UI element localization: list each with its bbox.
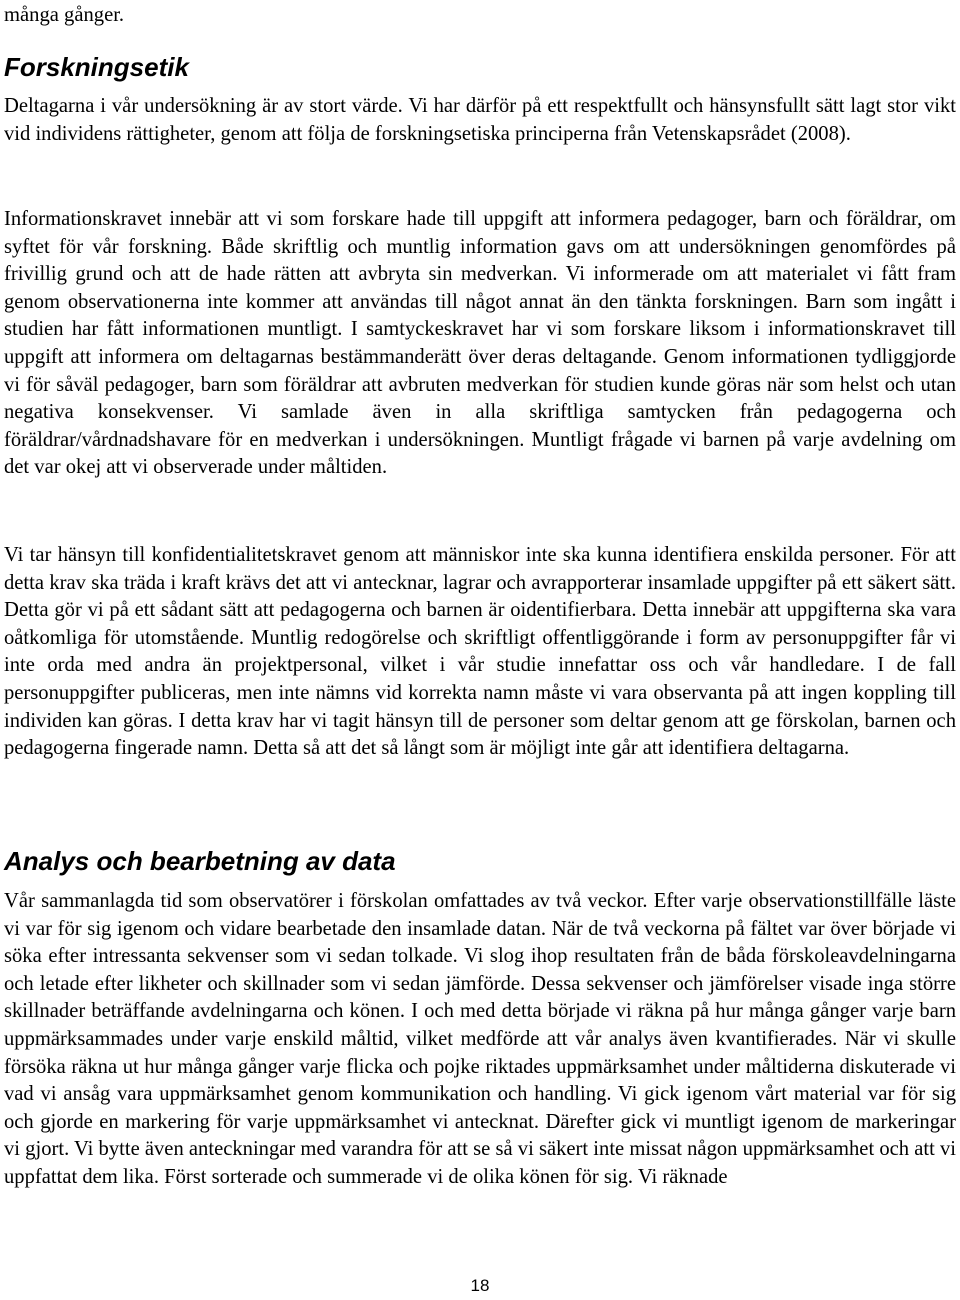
- paragraph-konfidentialitetskravet: Vi tar hänsyn till konfidentialitetskravet genom att människor inte ska kunna identifiera enskilda personer. För att detta krav ska träda i kraft krävs det att vi antecknar, lagrar och avrapporterar insamlade uppgifter på ett säkert sätt. Detta gör vi på ett sådant sätt att pedagogerna och barnen är oidentifierbara. Detta innebär att uppgifterna ska vara oåtkomliga för utomstående. Muntlig redogörelse och skriftligt offentliggörande i form av personuppgifter får vi inte orda med andra än projektpersonal, vilket i vår studie innefattar oss och vår handledare. I de fall personuppgifter publiceras, men inte nämns vid korrekta namn måste vi vara observanta på att ingen koppling till individen kan göras. I detta krav har vi tagit hänsyn till de personer som deltar genom att ge förskolan, barnen och pedagogerna fingerade namn. Detta så att det så långt som är möjligt inte går att identifiera deltagarna.: [4, 544, 956, 760]
- section-heading-analys: Analys och bearbetning av data: [4, 846, 396, 876]
- section-heading-forskningsetik: Forskningsetik: [4, 52, 189, 82]
- page-number: 18: [470, 1276, 490, 1295]
- paragraph-informationskravet: Informationskravet innebär att vi som forskare hade till uppgift att informera pedagoger, barn och föräldrar, om syftet för vår forskning. Både skriftlig och muntlig information gavs om att undersökningen genomfördes på frivillig grund och att de hade rätten att avbryta sin medverkan. Vi informerade om att materialet vi fått fram genom observationerna inte kommer att användas till något annat än den tänkta forskningen. Barn som ingått i studien har fått informationen muntligt. I samtyckeskravet har vi som forskare liksom i informationskravet till uppgift att informera om deltagarnas bestämmanderätt över deras deltagande. Genom informationen tydliggjorde vi för såväl pedagoger, barn som föräldrar att avbruten medverkan för studien kunde göras när som helst och utan negativa konsekvenser. Vi samlade även in alla skriftliga samtycken från pedagogerna och föräldrar/vårdnadshavare för en medverkan i undersökningen. Muntligt frågade vi barnen på varje avdelning om det var okej att vi observerade under måltiden.: [4, 208, 956, 479]
- continued-text-line: många gånger.: [4, 4, 125, 26]
- paragraph-deltagarna: Deltagarna i vår undersökning är av stort värde. Vi har därför på ett respektfullt och hänsynsfullt sätt lagt stor vikt vid individens rättigheter, genom att följa de forskningsetiska principerna från Vetenskapsrådet (2008).: [4, 95, 956, 145]
- paragraph-analys: Vår sammanlagda tid som observatörer i förskolan omfattades av två veckor. Efter varje observationstillfälle läste vi var för sig igenom och vidare bearbetade den insamlade datan. När de två veckorna på fältet var över började vi söka efter intressanta sekvenser som vi sedan tolkade. Vi slog ihop resultaten från de båda förskoleavdelningarna och letade efter likheter och skillnader som vi sedan jämförde. Dessa sekvenser och jämförelser visade inga större skillnader beträffande avdelningarna och könen. I och med detta började vi räkna på hur många gånger varje barn uppmärksammades under varje enskild måltid, vilket medförde att vår analys även kvantifierades. När vi skulle försöka räkna ut hur många gånger varje flicka och pojke riktades uppmärksamhet under måltiderna diskuterade vi vad vi ansåg vara uppmärksamhet genom kommunikation och handling. Vi gick igenom vårt material var för sig och gjorde en markering för varje uppmärksamhet vi antecknat. Därefter gick vi muntligt igenom de markeringar vi gjort. Vi bytte även anteckningar med varandra för att se så vi säkert inte missat någon uppmärksamhet och att vi uppfattat dem lika. Först sorterade och summerade vi de olika könen för sig. Vi räknade: [4, 890, 956, 1188]
